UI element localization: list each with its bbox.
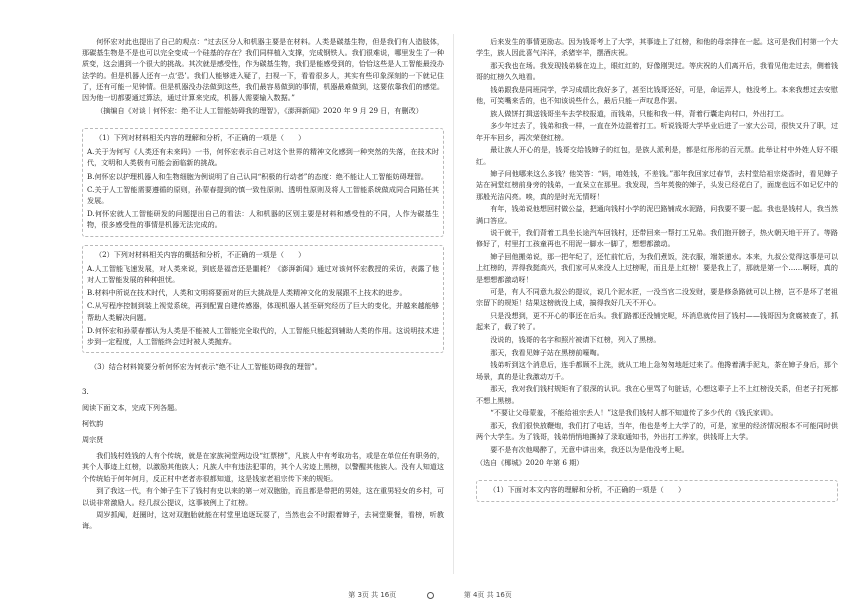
story-title: 柯钦韵 <box>82 418 104 428</box>
instruction: 阅读下面文本，完成下列各题。 <box>82 402 182 412</box>
story-source: （选自《椰城》2020 年第 6 期） <box>476 457 584 467</box>
question-1-stem: （1）下列对材料相关内容的理解和分析，不正确的一项是（ ） <box>95 132 306 142</box>
question-2-box <box>82 245 444 354</box>
story-paragraph: 后来发生的事情更励志。因为钱哥考上了大学，其事迹上了红榜，和他的母亲排在一起。这可是我们村第一个大学生，族人因此喜气洋洋，杀猪宰羊，摆酒庆祝。 <box>476 37 838 58</box>
left-page-number: 第 3页 共 16页 <box>348 591 397 599</box>
story-question-1-stem: （1）下面对本文内容的理解和分析，不正确的一项是（ ） <box>489 484 686 494</box>
story-paragraph: 只是没想到，更不开心的事还在后头。我们路都还没铺完呢，坏消息就传回了钱村——钱哥因为贪腐被查了，抓起来了，载了转了。 <box>476 311 838 332</box>
story-paragraph: 多少年过去了，钱弟和我一样，一直在外边混着打工。听说钱哥大学毕业后进了一家大公司，很快又升了职，过年开车回乡，再次荣登红榜。 <box>476 121 838 142</box>
option-b[interactable]: B.材料中所说在技术时代，人类和文明将要面对的巨大挑战是人类精神文化的发展跟不上技术的进步。 <box>87 288 407 298</box>
passage-source: （摘编自《对谈｜何怀宏：绝不让人工智能妨碍我的理智》，《澎湃新闻》2020 年 9 月 29 日，有删改） <box>96 105 423 115</box>
story-paragraph: “不要让父母蒙羞，不能给祖宗丢人！”这是我们钱村人都不知道传了多少代的《钱氏家训》。 <box>490 408 778 418</box>
left-column <box>82 36 444 533</box>
page-footer <box>0 590 860 600</box>
story-paragraph: 族人做饼打揖送钱哥坐车去学校报道，而钱弟，只能和我一样，背着行囊走向村口，外出打工。 <box>490 108 789 118</box>
question-2-stem: （2）下列对材料相关内容的概括和分析，不正确的一项是（ ） <box>95 249 306 259</box>
option-b[interactable]: B.何怀宏以护理机器人和生物细胞为例说明了自己认同“积极的行动者”的态度：绝不能让人工智能妨碍理智。 <box>87 171 429 181</box>
story-paragraph: 那天，我看见婶子站在黑榜前嚎啕。 <box>490 347 604 357</box>
story-paragraph: 婶子回他搬弟说，那一把年纪了，还忙前忙后，为我们煮饭，洗衣服，端茶递水。本来，九叔公觉得这事是可以上红榜的，弄得我挺高兴，我们家可从来没人上过榜呢，而且是上红榜！要是我上了，那就是第一个……啊呀，真的是想想都激动呀！ <box>476 252 838 284</box>
story-paragraph: 说干就干，我们背着工具坐长途汽车回钱村，还带回来一帮打工兄弟。我们抱开膀子，热火朝天地干开了。等路修好了，村里打工孩童再也不用泥一脚水一脚了，想想都激动。 <box>476 228 838 249</box>
story-paragraph: 周岁抓阄，赶圈时，这对双胞胎就能在村堂里追逐玩耍了，当然也会不时跟着婶子，去祠堂聚餐，看榜，听教诲。 <box>82 510 444 531</box>
right-page-number: 第 4页 共 16页 <box>463 591 512 599</box>
story-paragraph: 钱弟听到这个消息后，连手都顾不上洗，就从工地上急匆匆地赶过来了。他搀着满手泥丸，茶在婶子身后，那个场景，真的是让我激动万千。 <box>476 360 838 381</box>
section-number: 3. <box>82 387 89 397</box>
story-question-1-box <box>476 480 838 502</box>
story-paragraph: 最让族人开心的是，钱哥交给钱婶子的红包，是族人派利是，都是红彤彤的百元票。此举让村中外姓人好不眼红。 <box>476 145 838 166</box>
story-paragraph: 没说的，钱哥的名字和照片被请下红榜，列入了黑榜。 <box>490 335 661 345</box>
story-paragraph: 那天我也在场。我发现钱弟躲在边上，眼红红的，好像刚哭过。等庆祝的人们离开后，我看见他走过去，侧着钱哥的红榜久久地看。 <box>476 60 838 82</box>
option-c[interactable]: C.关于人工智能需要遵循的原则，孙蒙春提到的慎一致性原则、透明性原则及将人工智能系统做成同合同路任其发展。 <box>87 184 439 205</box>
story-paragraph: 有年，钱弟说他想回村做公益，把通向钱村小学的泥巴路铺成水泥路，问我要不要一起。我也是钱村人，我当然满口答应。 <box>476 204 838 225</box>
story-paragraph: 要不是有次他喝醉了，无意中讲出来，我还以为是他没考上呢。 <box>490 444 689 454</box>
right-column <box>476 36 838 510</box>
binding-circle-icon <box>427 592 434 599</box>
option-d[interactable]: D.何怀宏和孙蒙春都认为人类是不能被人工智能完全取代的，人工智能只能起到辅助人类的作用。这说明技术进步到一定程度，人工智能终会过时被人类抛弃。 <box>87 325 439 346</box>
option-a[interactable]: A.人工智能飞速发展，对人类来说，到底是福音还是噩耗？《澎湃新闻》通过对该何怀宏教授的采访，表露了他对人工智能发展的种种担忧。 <box>87 263 439 284</box>
option-d[interactable]: D.何怀宏就人工智能研发的问题提出自己的看法：人和机器的区别主要是材料和感受性的不同，人作为碳基生物，很多感受性的事情是机器无法完成的。 <box>87 209 439 230</box>
story-paragraph: 婶子问他哪来这么多钱？他笑答：“妈，咱姓钱，不差钱。”那年我回家过春节，去村堂给祖宗烧香时，看见婶子站在祠堂红榜前身旁的钱弟，一直呆立在那里。我发现，当年英俊的婶子，头发已经花白了，面庞也远不如记忆中的那般光洁闪亮。唉，真的是时光无情呀！ <box>476 169 838 201</box>
story-paragraph: 那天，我们很快放鞭炮，我们打了电话，当年，他也是考上大学了的，可是，家里的经济情况根本不可能同时供两个大学生。为了钱哥，钱弟悄悄地撕掉了录取通知书，外出打工养家，供钱哥上大学。 <box>476 421 838 442</box>
column-divider <box>453 34 454 574</box>
passage-paragraph: 何怀宏对此也提出了自己的观点：“过去区分人和机器主要是在材料。人类是碳基生物，但是我们有人造肢体，那碳基生物是不是也可以完全变成一个硅基的存在？我们同样植入支撑，完成钢铁人。我们很难说，哪里发生了一种质变，这会遇到一个很大的挑战。其次就是感受性，作为碳基生物，我们是能感受到的，恰恰这些是人工智能最没办法学的。但是机器人还有一点‘恐’。我们人能够进入疑了，扫视一下，看看很多人，其实有些印象深刻的一下就记住了，还有可能一见钟情。但是机器没办法做到这些，我们最容易做到的事情，机器最难做到，这要依靠我们的感觉。因为他一切都要通过算法，通过计算来完成，机器人需要输入数据。” <box>82 37 444 103</box>
option-c[interactable]: C.从写程序控制到装上视觉系统，再到配置自建传感器，体现机器人甚至研究经历了巨大的变化，并越来越能够帮助人类解决问题。 <box>87 301 439 322</box>
question-1-box <box>82 128 444 237</box>
story-paragraph: 可是，有人不同意九叔公的提议，说几个泥水匠，一没当官二没发财，要是修条路就可以上榜，岂不是坏了老祖宗留下的规矩！结果这榜就没上成，搞得我好几天不开心。 <box>476 287 838 308</box>
option-a[interactable]: A.关于为何写《人类还有未来吗》一书，何怀宏表示自己对这个世界的精神文化感到一种突然的失落，在技术时代，文明和人类极有可能会面临新的挑战。 <box>87 147 439 168</box>
question-3-stem: （3）结合材料简要分析何怀宏为何表示“绝不让人工智能妨碍我的理智”。 <box>90 362 322 372</box>
story-author: 周宗贤 <box>82 434 104 444</box>
story-paragraph: 我们钱村姓钱的人有个传统，就是在家族祠堂两边设“红票榜”，凡族人中有考取功名，或是在单位任有职务的，其个人事迹上红榜，以激励其他族人；凡族人中有违法犯罪的，其个人劣迹上黑榜，以警醒其他族人。没有人知道这个传统始于何年何月，反正村中老者亦很都知道，这是钱家老祖宗传下来的规矩。 <box>82 451 444 483</box>
story-paragraph: 到了我这一代，有个婶子生下了钱村有史以来的第一对双胞胎，而且都是带把的男娃，这在重男轻女的乡村，可以说非常激励人。经几叔公提议，这事被例上了红榜。 <box>82 486 444 507</box>
story-paragraph: 钱弟跟我是同班同学，学习成绩比我好多了，甚至比钱哥还好，可是，命运弄人，他没考上。本来我想过去安慰他，可笑嘴来舌的，也不知该说些什么，最后只能一声叹息作罢。 <box>476 84 838 106</box>
story-paragraph: 那天，我对我们钱村规矩有了很深的认识。我在心里骂了句脏话，心想这辈子上不上红榜没关系，但老子打死都不想上黑榜。 <box>476 384 838 405</box>
